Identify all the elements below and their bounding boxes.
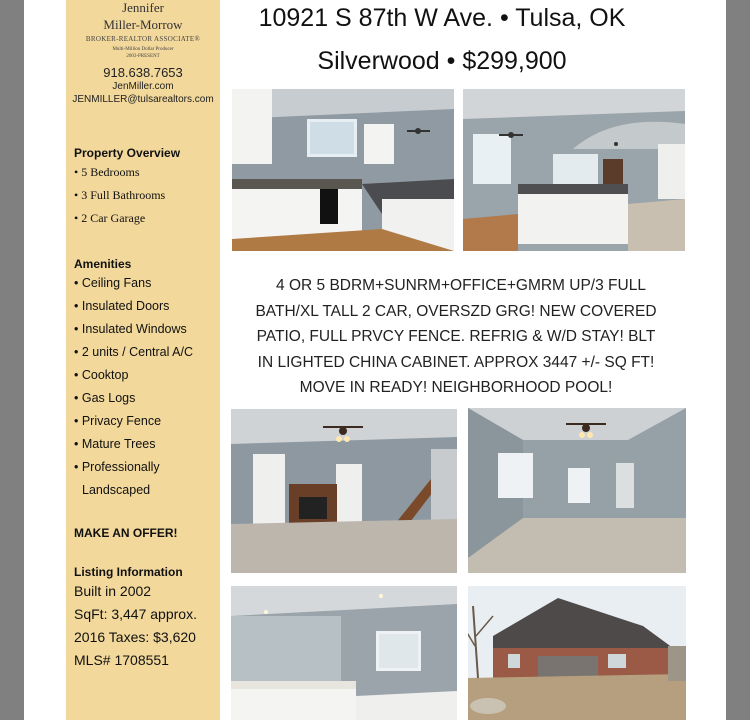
agent-sidebar [66, 0, 220, 720]
description-line: IN LIGHTED CHINA CABINET. APPROX 3447 +/- SQ FT! [257, 353, 655, 371]
amenity-item: • Cooktop [74, 368, 129, 382]
backyard-exterior-photo [468, 586, 686, 720]
overview-item: • 5 Bedrooms [74, 165, 140, 179]
amenities-title: Amenities [74, 257, 132, 271]
property-overview-title: Property Overview [74, 146, 181, 160]
listing-description [238, 273, 674, 401]
flyer-page [24, 0, 726, 720]
make-offer-text: MAKE AN OFFER! [74, 526, 178, 540]
taxes: 2016 Taxes: $3,620 [74, 629, 196, 645]
amenity-item: • Insulated Doors [74, 299, 170, 313]
agent-website[interactable]: JenMiller.com [112, 81, 174, 92]
description-line: PATIO, FULL PRVCY FENCE. REFRIG & W/D STAY! BLT [256, 328, 656, 345]
amenity-item: • Gas Logs [74, 391, 136, 405]
agent-phone[interactable]: 918.638.7653 [103, 65, 183, 80]
agent-title: BROKER-REALTOR ASSOCIATE® [85, 35, 201, 43]
amenity-item: • Mature Trees [74, 437, 156, 451]
agent-tagline: Multi-Million Dollar Producer [112, 47, 174, 52]
living-room-fireplace-photo [231, 409, 457, 573]
amenity-item: Landscaped [82, 483, 151, 497]
amenity-item: • Privacy Fence [74, 414, 162, 428]
square-footage: SqFt: 3,447 approx. [74, 606, 197, 622]
bedroom-photo [468, 408, 686, 573]
agent-email[interactable]: JENMILLER@tulsarealtors.com [72, 94, 214, 105]
mls-number: MLS# 1708551 [74, 652, 169, 668]
listing-information [74, 565, 220, 672]
kitchen-photo [232, 89, 454, 251]
amenity-item: • 2 units / Central A/C [74, 345, 194, 359]
agent-last-name: Miller-Morrow [103, 17, 183, 32]
overview-item: • 3 Full Bathrooms [74, 188, 166, 202]
description-line: MOVE IN READY! NEIGHBORHOOD POOL! [299, 379, 613, 396]
listing-address: 10921 S 87th W Ave. • Tulsa, OK [258, 4, 626, 32]
bathroom-photo [231, 586, 457, 720]
description-line: BATH/XL TALL 2 CAR, OVERSZD GRG! NEW COVERED [255, 302, 657, 320]
call-to-action [74, 526, 220, 540]
listing-info-title: Listing Information [74, 565, 183, 579]
property-overview [74, 146, 220, 230]
amenities [74, 257, 220, 502]
built-year: Built in 2002 [74, 583, 152, 599]
agent-first-name: Jennifer [122, 0, 164, 15]
description-line: 4 OR 5 BDRM+SUNRM+OFFICE+GMRM UP/3 FULL [276, 277, 646, 294]
overview-item: • 2 Car Garage [74, 211, 146, 225]
amenity-item: • Insulated Windows [74, 322, 187, 336]
subdivision-and-price: Silverwood • $299,900 [317, 47, 567, 75]
amenity-item: • Professionally [74, 460, 160, 474]
agent-tagline-years: 2003-PRESENT [126, 54, 160, 59]
amenity-item: • Ceiling Fans [74, 276, 152, 290]
kitchen-living-photo [463, 89, 685, 251]
